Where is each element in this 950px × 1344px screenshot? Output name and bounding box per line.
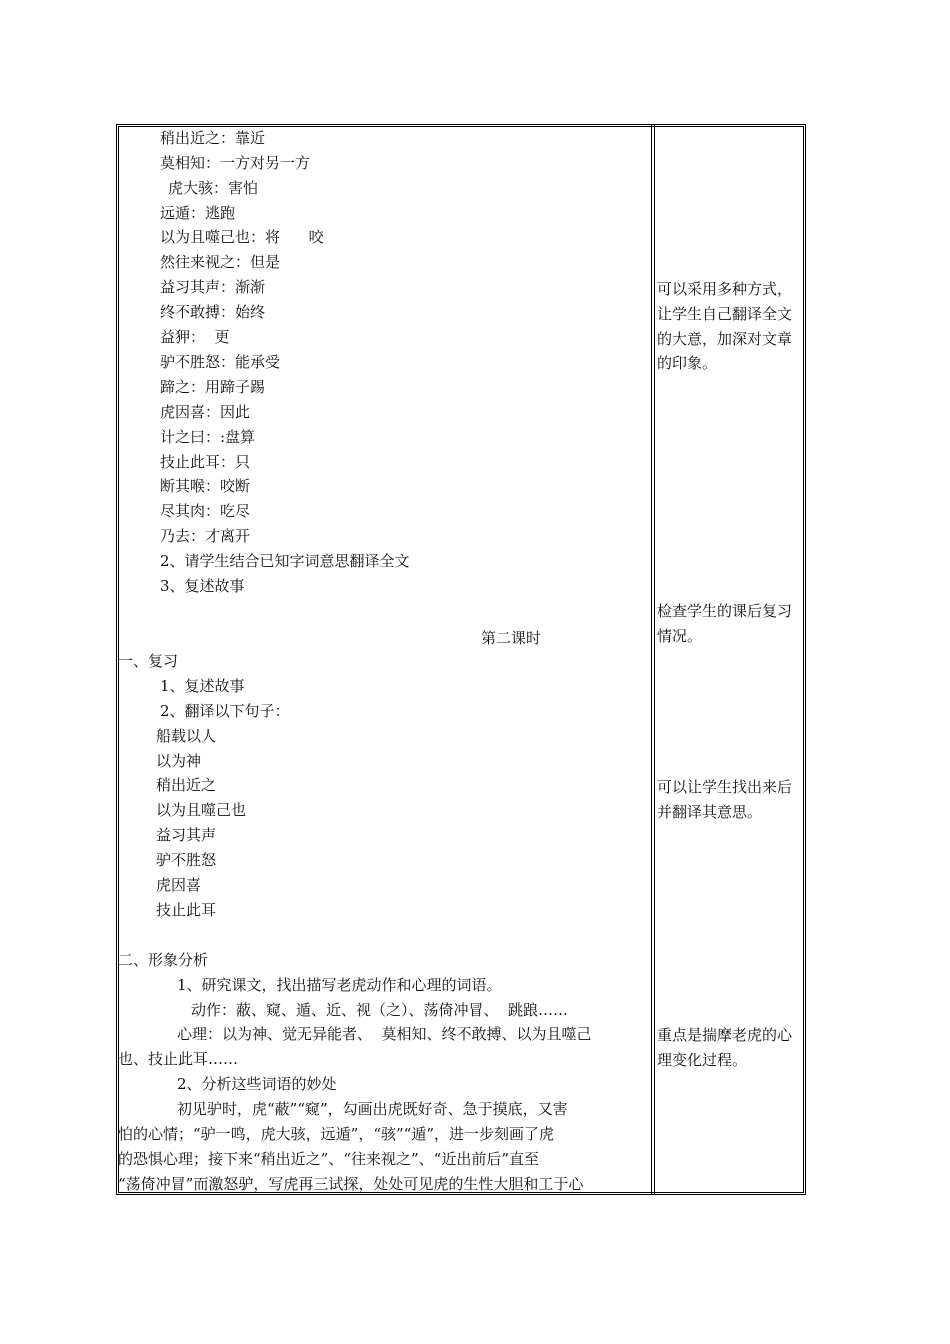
note-line: 并翻译其意思。: [657, 802, 763, 821]
paragraph-line: 的恐惧心理；接下来“稍出近之”、“往来视之”、“近出前后”直至: [118, 1150, 540, 1168]
section-heading: 二、形象分析: [118, 951, 209, 969]
sentence-line: 驴不胜怒: [156, 851, 217, 869]
vocab-line: 驴不胜怒：能承受: [160, 353, 281, 371]
vocab-line: 断其喉：咬断: [160, 477, 251, 495]
vocab-line: 虎大骇：害怕: [168, 179, 259, 197]
sentence-line: 以为且噬己也: [156, 801, 247, 819]
note-line: 情况。: [657, 626, 703, 645]
note-line: 重点是揣摩老虎的心: [657, 1026, 793, 1044]
paragraph-line: 怕的心情；“驴一鸣，虎大骇，远遁”，“骇”“遁”，进一步刻画了虎: [118, 1125, 555, 1143]
note-line: 的印象。: [657, 354, 718, 373]
analysis-line: 也、技止此耳……: [118, 1050, 239, 1068]
step-line: 2、请学生结合已知字词意思翻译全文: [160, 552, 410, 570]
vocab-line: 远遁：逃跑: [160, 204, 236, 222]
sentence-line: 虎因喜: [156, 876, 202, 894]
vocab-line: 尽其肉：吃尽: [160, 502, 251, 520]
sentence-line: 技止此耳: [156, 901, 217, 919]
teaching-note: [657, 277, 807, 376]
section-heading: 一、复习: [118, 652, 179, 670]
step-line: 1、研究课文，找出描写老虎动作和心理的词语。: [177, 976, 502, 994]
teaching-note: [657, 599, 807, 649]
sentence-line: 稍出近之: [156, 776, 217, 794]
analysis-line: 动作：蔽、窥、遁、近、视（之）、荡倚冲冒、 跳踉……: [191, 1001, 569, 1019]
lesson-heading: 第二课时: [481, 629, 542, 647]
note-line: 的大意，加深对文章: [657, 329, 793, 348]
teaching-note: [657, 775, 807, 825]
vocab-line: 莫相知：一方对另一方: [160, 154, 311, 172]
column-divider: [651, 125, 655, 1194]
vocab-line: 益狎： 更: [160, 328, 230, 346]
vocab-line: 蹄之：用蹄子踢: [160, 378, 266, 396]
vocab-line: 然往来视之：但是: [160, 253, 281, 271]
vocab-line: 益习其声：渐渐: [160, 278, 266, 296]
note-line: 可以让学生找出来后: [657, 778, 793, 796]
vocab-line: 虎因喜：因此: [160, 403, 251, 421]
vocab-line: 乃去：才离开: [160, 527, 251, 545]
note-line: 可以采用多种方式，: [657, 280, 793, 298]
paragraph-line: 初见驴时，虎“蔽”“窥”，勾画出虎既好奇、急于摸底，又害: [177, 1100, 568, 1118]
teaching-note: [657, 1023, 807, 1073]
analysis-line: 心理：以为神、觉无异能者、 莫相知、终不敢搏、以为且噬己: [177, 1025, 592, 1043]
step-line: 2、翻译以下句子：: [160, 702, 290, 720]
sentence-line: 船载以人: [156, 727, 217, 745]
step-line: 2、分析这些词语的妙处: [177, 1075, 337, 1093]
paragraph-line: “荡倚冲冒”而激怒驴，写虎再三试探，处处可见虎的生性大胆和工于心: [118, 1175, 584, 1193]
vocab-line: 技止此耳：只: [160, 453, 251, 471]
vocab-line: 计之曰：:盘算: [160, 428, 256, 446]
lesson-table: [116, 124, 806, 1195]
step-line: 1、复述故事: [160, 677, 245, 695]
note-line: 检查学生的课后复习: [657, 602, 793, 620]
step-line: 3、复述故事: [160, 577, 245, 595]
vocab-line: 以为且噬己也：将 咬: [160, 228, 324, 246]
note-line: 让学生自己翻译全文: [657, 304, 793, 323]
vocab-line: 稍出近之：靠近: [160, 129, 266, 147]
sentence-line: 以为神: [156, 752, 202, 770]
vocab-line: 终不敢搏：始终: [160, 303, 266, 321]
sentence-line: 益习其声: [156, 826, 217, 844]
note-line: 理变化过程。: [657, 1050, 748, 1069]
